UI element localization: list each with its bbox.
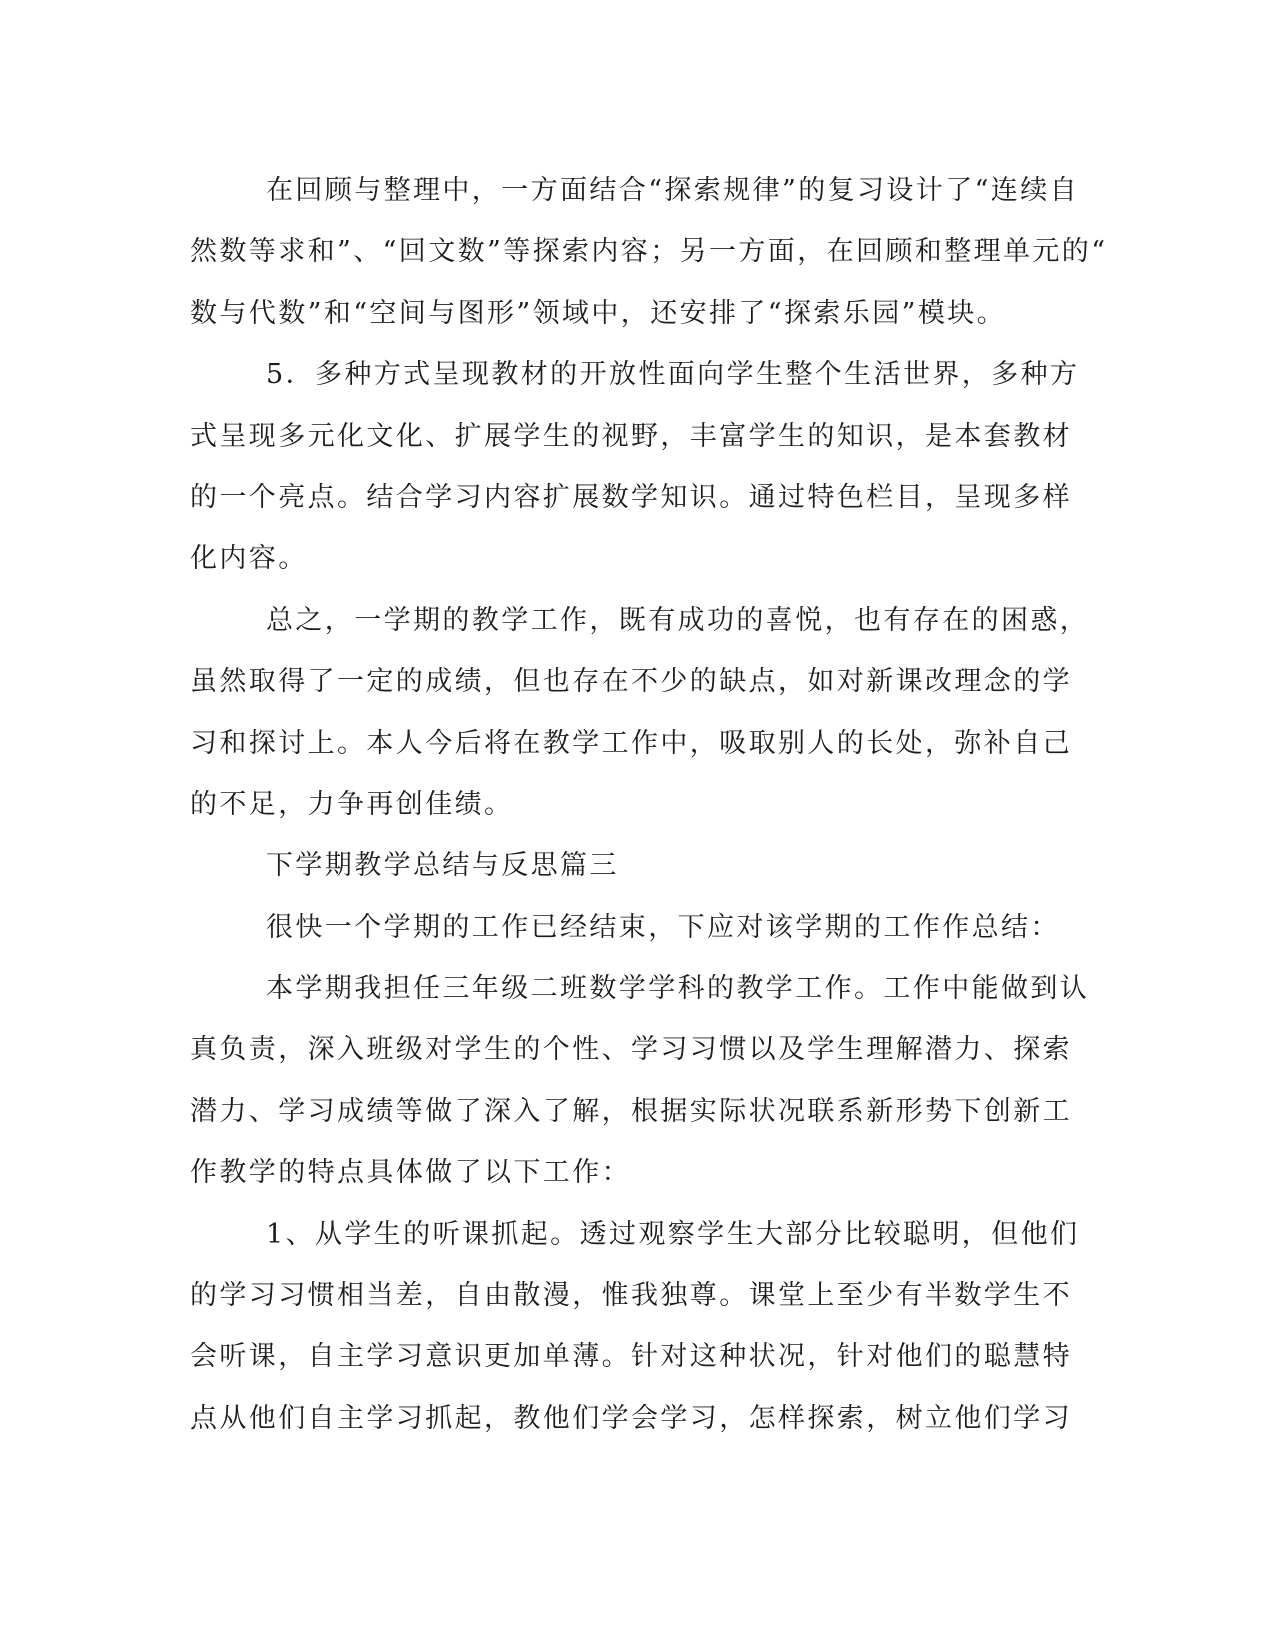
text-line: 的学习习惯相当差，自由散漫，惟我独尊。课堂上至少有半数学生不: [190, 1280, 1072, 1312]
text-line: 的不足，力争再创佳绩。: [190, 788, 514, 820]
text-line: 点从他们自主学习抓起，教他们学会学习，怎样探索，树立他们学习: [190, 1402, 1072, 1434]
text-line: 本学期我担任三年级二班数学学科的教学工作。工作中能做到认: [266, 973, 1090, 1005]
text-line: 很快一个学期的工作已经结束，下应对该学期的工作作总结：: [266, 911, 1060, 943]
text-line: 会听课，自主学习意识更加单薄。针对这种状况，针对他们的聪慧特: [190, 1341, 1072, 1373]
text-line: 作教学的特点具体做了以下工作：: [190, 1157, 631, 1189]
text-line: 的一个亮点。结合学习内容扩展数学知识。通过特色栏目，呈现多样: [190, 481, 1072, 513]
text-line: 总之，一学期的教学工作，既有成功的喜悦，也有存在的困惑，: [266, 604, 1090, 636]
document-body: [190, 160, 1108, 1449]
text-line: 真负责，深入班级对学生的个性、学习习惯以及学生理解潜力、探索: [190, 1034, 1072, 1066]
text-line: 习和探讨上。本人今后将在教学工作中，吸取别人的长处，弥补自己: [190, 727, 1072, 759]
text-line: 然数等求和”、“回文数”等探索内容；另一方面，在回顾和整理单元的“: [190, 236, 1108, 268]
text-line: 化内容。: [190, 543, 308, 575]
text-line: 数与代数”和“空间与图形”领域中，还安排了“探索乐园”模块。: [190, 297, 1007, 329]
text-line: 虽然取得了一定的成绩，但也存在不少的缺点，如对新课改理念的学: [190, 666, 1072, 698]
text-line: 在回顾与整理中，一方面结合“探索规律”的复习设计了“连续自: [266, 175, 1080, 206]
text-line: 潜力、学习成绩等做了深入了解，根据实际状况联系新形势下创新工: [190, 1095, 1072, 1127]
text-line: 1、从学生的听课抓起。透过观察学生大部分比较聪明，但他们: [266, 1218, 1080, 1250]
section-heading: 下学期教学总结与反思篇三: [266, 850, 619, 882]
text-line: 式呈现多元化文化、扩展学生的视野，丰富学生的知识，是本套教材: [190, 420, 1072, 452]
text-line: 5．多种方式呈现教材的开放性面向学生整个生活世界，多种方: [266, 359, 1080, 391]
